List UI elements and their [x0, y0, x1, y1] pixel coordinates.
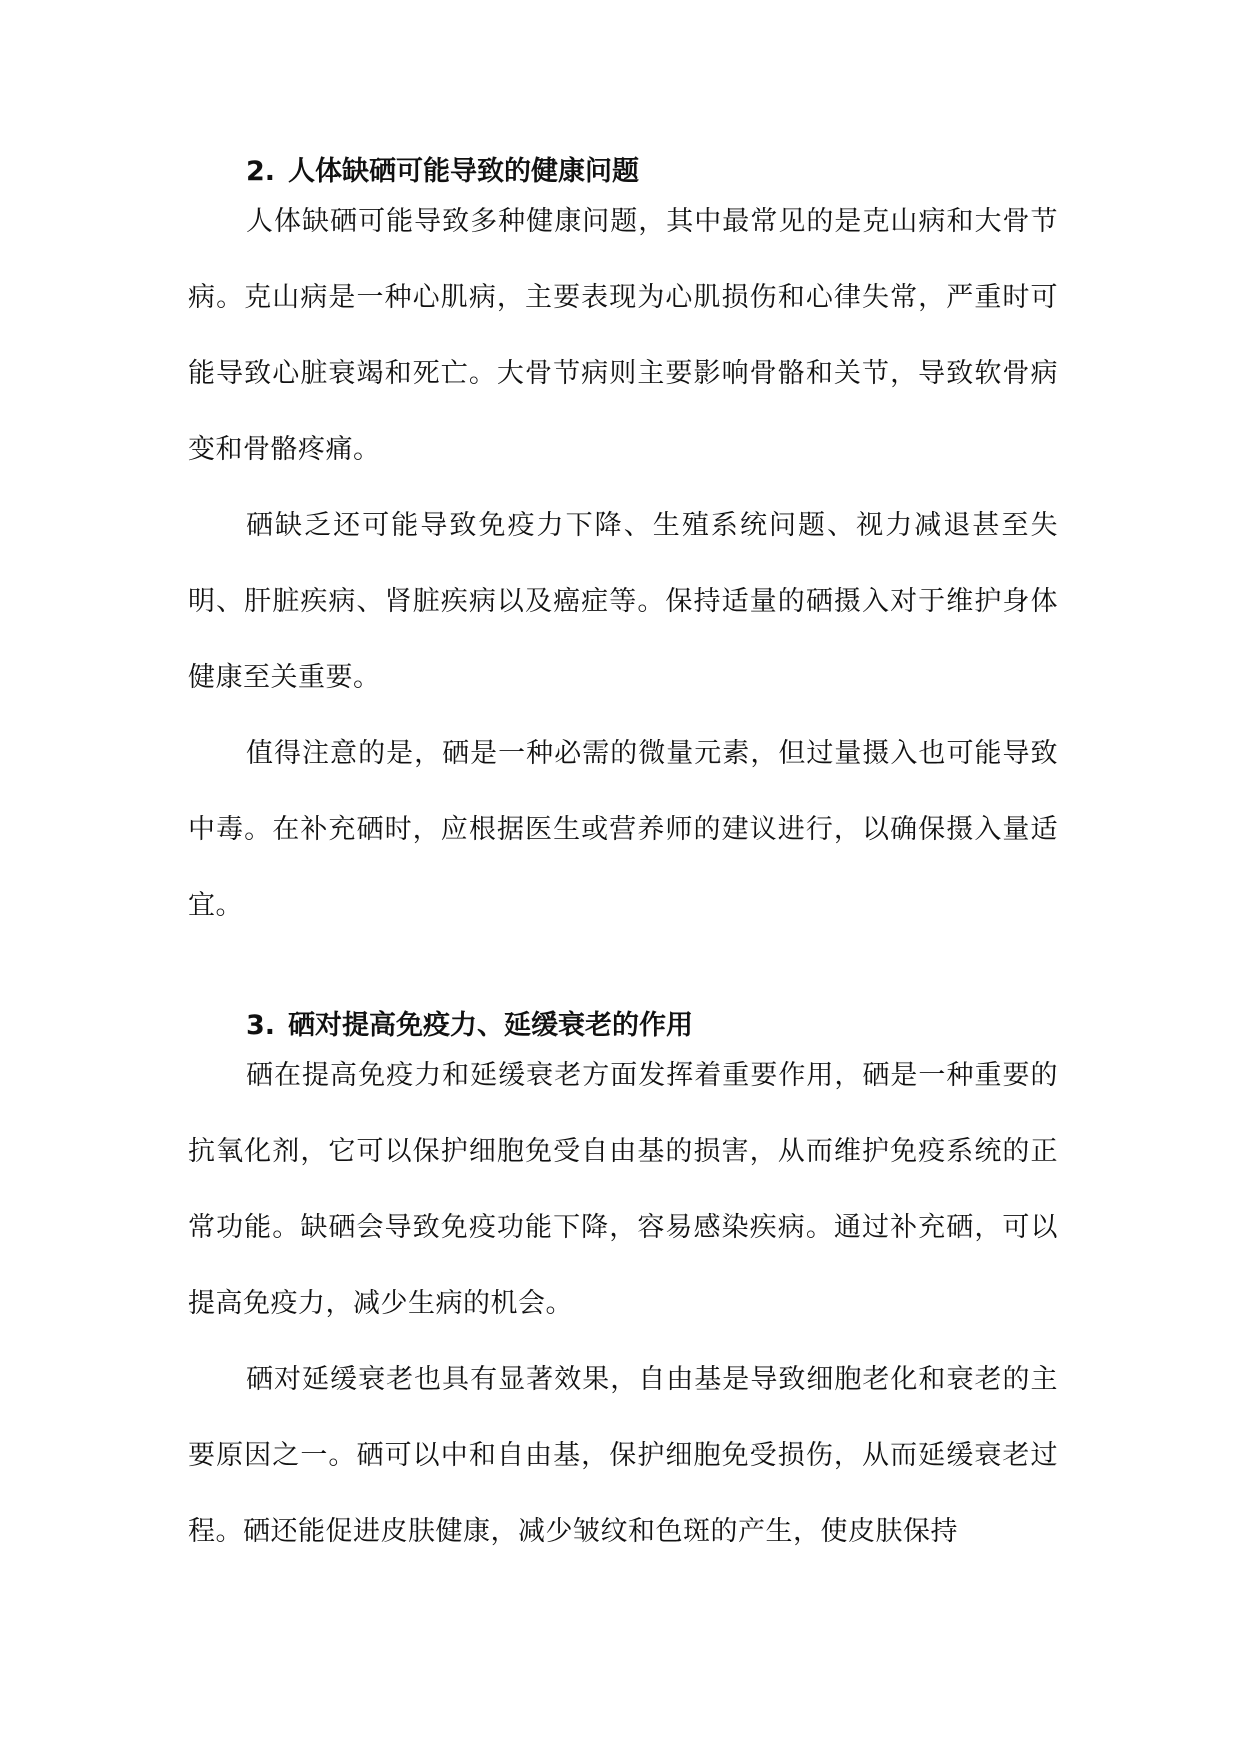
section-number: 3. — [246, 1010, 276, 1041]
paragraph: 硒在提高免疫力和延缓衰老方面发挥着重要作用，硒是一种重要的抗氧化剂，它可以保护细胞免受自由基的损害，从而维护免疫系统的正常功能。缺硒会导致免疫功能下降，容易感染疾病。通过补充硒，可以提高免疫力，减少生病的机会。 — [188, 1060, 1058, 1319]
paragraph: 值得注意的是，硒是一种必需的微量元素，但过量摄入也可能导致中毒。在补充硒时，应根据医生或营养师的建议进行，以确保摄入量适宜。 — [188, 738, 1058, 921]
paragraph: 人体缺硒可能导致多种健康问题，其中最常见的是克山病和大骨节病。克山病是一种心肌病，主要表现为心肌损伤和心律失常，严重时可能导致心脏衰竭和死亡。大骨节病则主要影响骨骼和关节，导致软骨病变和骨骼疼痛。 — [188, 206, 1058, 465]
paragraph: 硒对延缓衰老也具有显著效果，自由基是导致细胞老化和衰老的主要原因之一。硒可以中和自由基，保护细胞免受损伤，从而延缓衰老过程。硒还能促进皮肤健康，减少皱纹和色斑的产生，使皮肤保持 — [188, 1364, 1058, 1547]
paragraph: 硒缺乏还可能导致免疫力下降、生殖系统问题、视力减退甚至失明、肝脏疾病、肾脏疾病以及癌症等。保持适量的硒摄入对于维护身体健康至关重要。 — [188, 510, 1058, 693]
section-title: 人体缺硒可能导致的健康问题 — [288, 156, 639, 187]
section-title: 硒对提高免疫力、延缓衰老的作用 — [288, 1010, 693, 1041]
section-number: 2. — [246, 156, 276, 187]
